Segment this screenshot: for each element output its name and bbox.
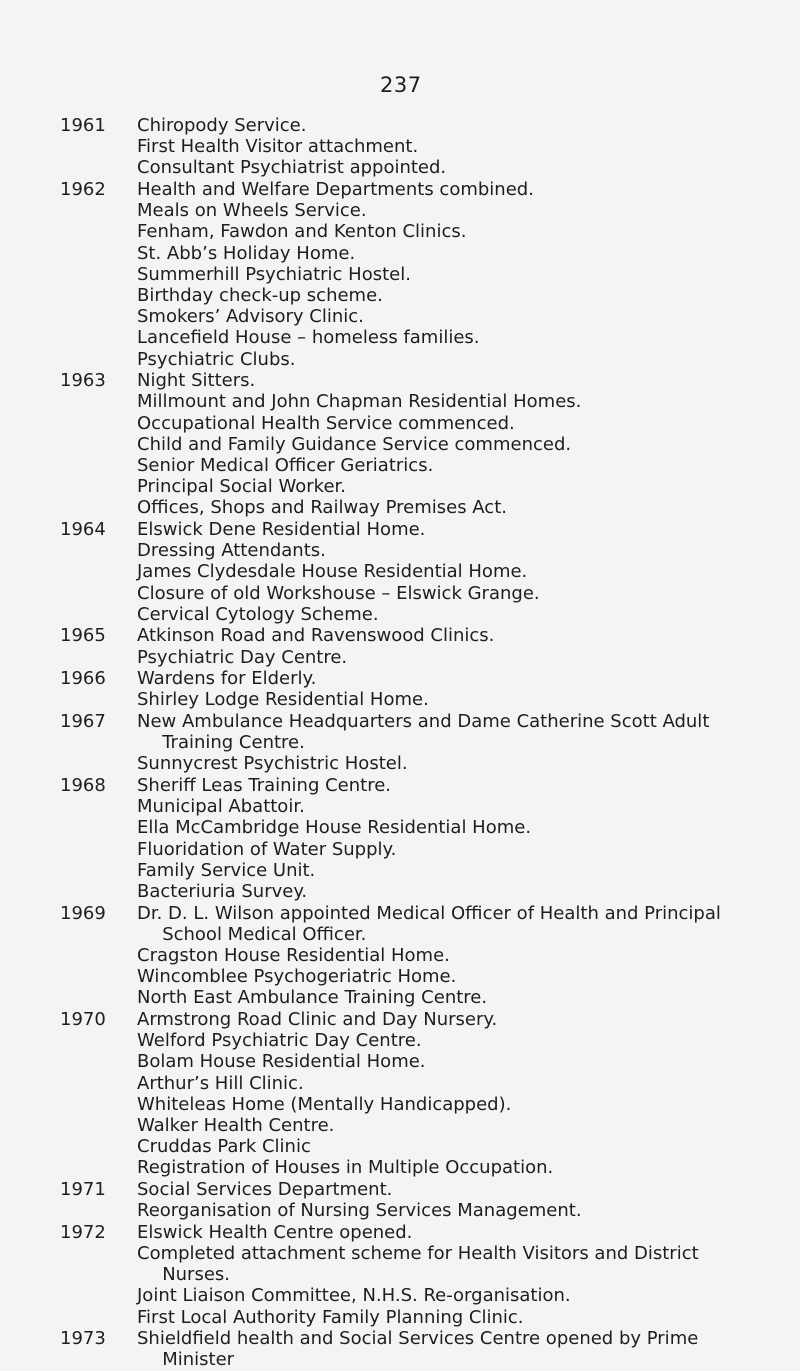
timeline-entry: Armstrong Road Clinic and Day Nursery.: [137, 1009, 498, 1031]
timeline-entry: Fluoridation of Water Supply.: [137, 838, 397, 860]
timeline-entry: Bacteriuria Survey.: [137, 881, 308, 903]
year-block: [60, 179, 760, 370]
timeline-entry: Registration of Houses in Multiple Occupation.: [137, 1157, 554, 1179]
timeline-entry: Sunnycrest Psychistric Hostel.: [137, 753, 408, 775]
entry-list: [137, 1328, 760, 1370]
timeline-entry: Health and Welfare Departments combined.: [137, 179, 534, 200]
timeline-entry: Cervical Cytology Scheme.: [137, 603, 379, 625]
timeline-entry: Chiropody Service.: [137, 115, 307, 136]
timeline-entry: Senior Medical Officer Geriatrics.: [137, 455, 434, 477]
timeline-entry: Joint Liaison Committee, N.H.S. Re-organisation.: [137, 1285, 571, 1307]
timeline-entry: Lancefield House – homeless families.: [137, 327, 480, 349]
year-block: [60, 668, 760, 710]
timeline-entry: Psychiatric Clubs.: [137, 348, 296, 370]
timeline-entry: Closure of old Workshouse – Elswick Grange.: [137, 582, 540, 604]
timeline-entry: Offices, Shops and Railway Premises Act.: [137, 497, 507, 519]
year-block: [60, 903, 760, 1009]
timeline-entry: Dr. D. L. Wilson appointed Medical Officer of Health and Principal School Medical Officer.: [137, 902, 721, 945]
entry-list: [137, 1009, 760, 1179]
year-label: 1961: [60, 115, 106, 136]
year-block: [60, 1179, 760, 1221]
entry-list: [137, 370, 760, 518]
timeline-entry: Elswick Dene Residential Home.: [137, 519, 426, 541]
timeline-entry: Meals on Wheels Service.: [137, 200, 367, 222]
timeline-entry: Psychiatric Day Centre.: [137, 646, 348, 668]
year-label: 1973: [60, 1328, 106, 1350]
year-label: 1963: [60, 370, 106, 392]
timeline-entry: Night Sitters.: [137, 370, 256, 392]
timeline-entry: New Ambulance Headquarters and Dame Catherine Scott Adult Training Centre.: [137, 711, 710, 754]
entry-list: [137, 179, 760, 370]
year-block: [60, 519, 760, 625]
entry-list: [137, 519, 760, 625]
year-label: 1967: [60, 711, 106, 733]
year-label: 1972: [60, 1221, 106, 1243]
timeline-entry: Bolam House Residential Home.: [137, 1051, 426, 1073]
entry-list: [137, 775, 760, 902]
timeline-entry: Occupational Health Service commenced.: [137, 412, 515, 434]
timeline-entry: Sheriff Leas Training Centre.: [137, 775, 392, 797]
timeline-entry: Summerhill Psychiatric Hostel.: [137, 263, 411, 285]
entry-list: [137, 1222, 760, 1328]
timeline-entry: Cruddas Park Clinic: [137, 1136, 311, 1158]
year-block: [60, 775, 760, 902]
timeline-entry: Birthday check-up scheme.: [137, 285, 383, 307]
timeline-entry: Wincomblee Psychogeriatric Home.: [137, 966, 457, 988]
timeline-entry: Family Service Unit.: [137, 859, 316, 881]
timeline-entry: Millmount and John Chapman Residential Homes.: [137, 391, 582, 413]
timeline: [60, 115, 760, 1371]
year-block: [60, 1222, 760, 1328]
entry-list: [137, 1179, 760, 1221]
timeline-entry: Fenham, Fawdon and Kenton Clinics.: [137, 221, 467, 243]
year-label: 1969: [60, 902, 106, 924]
page-number: 237: [380, 73, 422, 97]
year-label: 1964: [60, 519, 106, 541]
timeline-entry: Wardens for Elderly.: [137, 668, 317, 690]
entry-list: [137, 625, 760, 667]
timeline-entry: Cragston House Residential Home.: [137, 945, 450, 967]
year-label: 1968: [60, 775, 106, 797]
timeline-entry: First Local Authority Family Planning Clinic.: [137, 1306, 524, 1328]
timeline-entry: Consultant Psychiatrist appointed.: [137, 157, 447, 179]
year-label: 1971: [60, 1179, 106, 1201]
year-block: [60, 625, 760, 667]
timeline-entry: Municipal Abattoir.: [137, 796, 305, 818]
timeline-entry: Shirley Lodge Residential Home.: [137, 689, 429, 711]
timeline-entry: Arthur’s Hill Clinic.: [137, 1072, 304, 1094]
entry-list: [137, 115, 760, 179]
year-block: [60, 370, 760, 518]
timeline-entry: St. Abb’s Holiday Home.: [137, 242, 356, 264]
year-block: [60, 1328, 760, 1370]
year-label: 1970: [60, 1009, 106, 1031]
timeline-entry: Whiteleas Home (Mentally Handicapped).: [137, 1093, 512, 1115]
year-block: [60, 1009, 760, 1179]
timeline-entry: Principal Social Worker.: [137, 476, 346, 498]
timeline-entry: North East Ambulance Training Centre.: [137, 987, 488, 1009]
timeline-entry: James Clydesdale House Residential Home.: [137, 561, 528, 583]
timeline-entry: Elswick Health Centre opened.: [137, 1221, 413, 1243]
timeline-entry: Ella McCambridge House Residential Home.: [137, 817, 532, 839]
timeline-entry: First Health Visitor attachment.: [137, 136, 419, 158]
timeline-entry: Shieldfield health and Social Services Centre opened by Prime Minister: [137, 1328, 699, 1371]
timeline-entry: Social Services Department.: [137, 1179, 393, 1201]
year-label: 1966: [60, 668, 106, 690]
entry-list: [137, 711, 760, 775]
timeline-entry: Smokers’ Advisory Clinic.: [137, 306, 364, 328]
entry-list: [137, 668, 760, 710]
entry-list: [137, 903, 760, 1009]
year-label: 1965: [60, 625, 106, 647]
timeline-entry: Completed attachment scheme for Health Visitors and District Nurses.: [137, 1243, 699, 1286]
timeline-entry: Atkinson Road and Ravenswood Clinics.: [137, 625, 495, 647]
timeline-entry: Walker Health Centre.: [137, 1115, 335, 1137]
timeline-entry: Welford Psychiatric Day Centre.: [137, 1030, 422, 1052]
timeline-entry: Child and Family Guidance Service commenced.: [137, 433, 572, 455]
timeline-entry: Reorganisation of Nursing Services Management.: [137, 1200, 582, 1222]
year-block: [60, 115, 760, 179]
timeline-entry: Dressing Attendants.: [137, 540, 326, 562]
year-label: 1962: [60, 179, 106, 200]
year-block: [60, 711, 760, 775]
